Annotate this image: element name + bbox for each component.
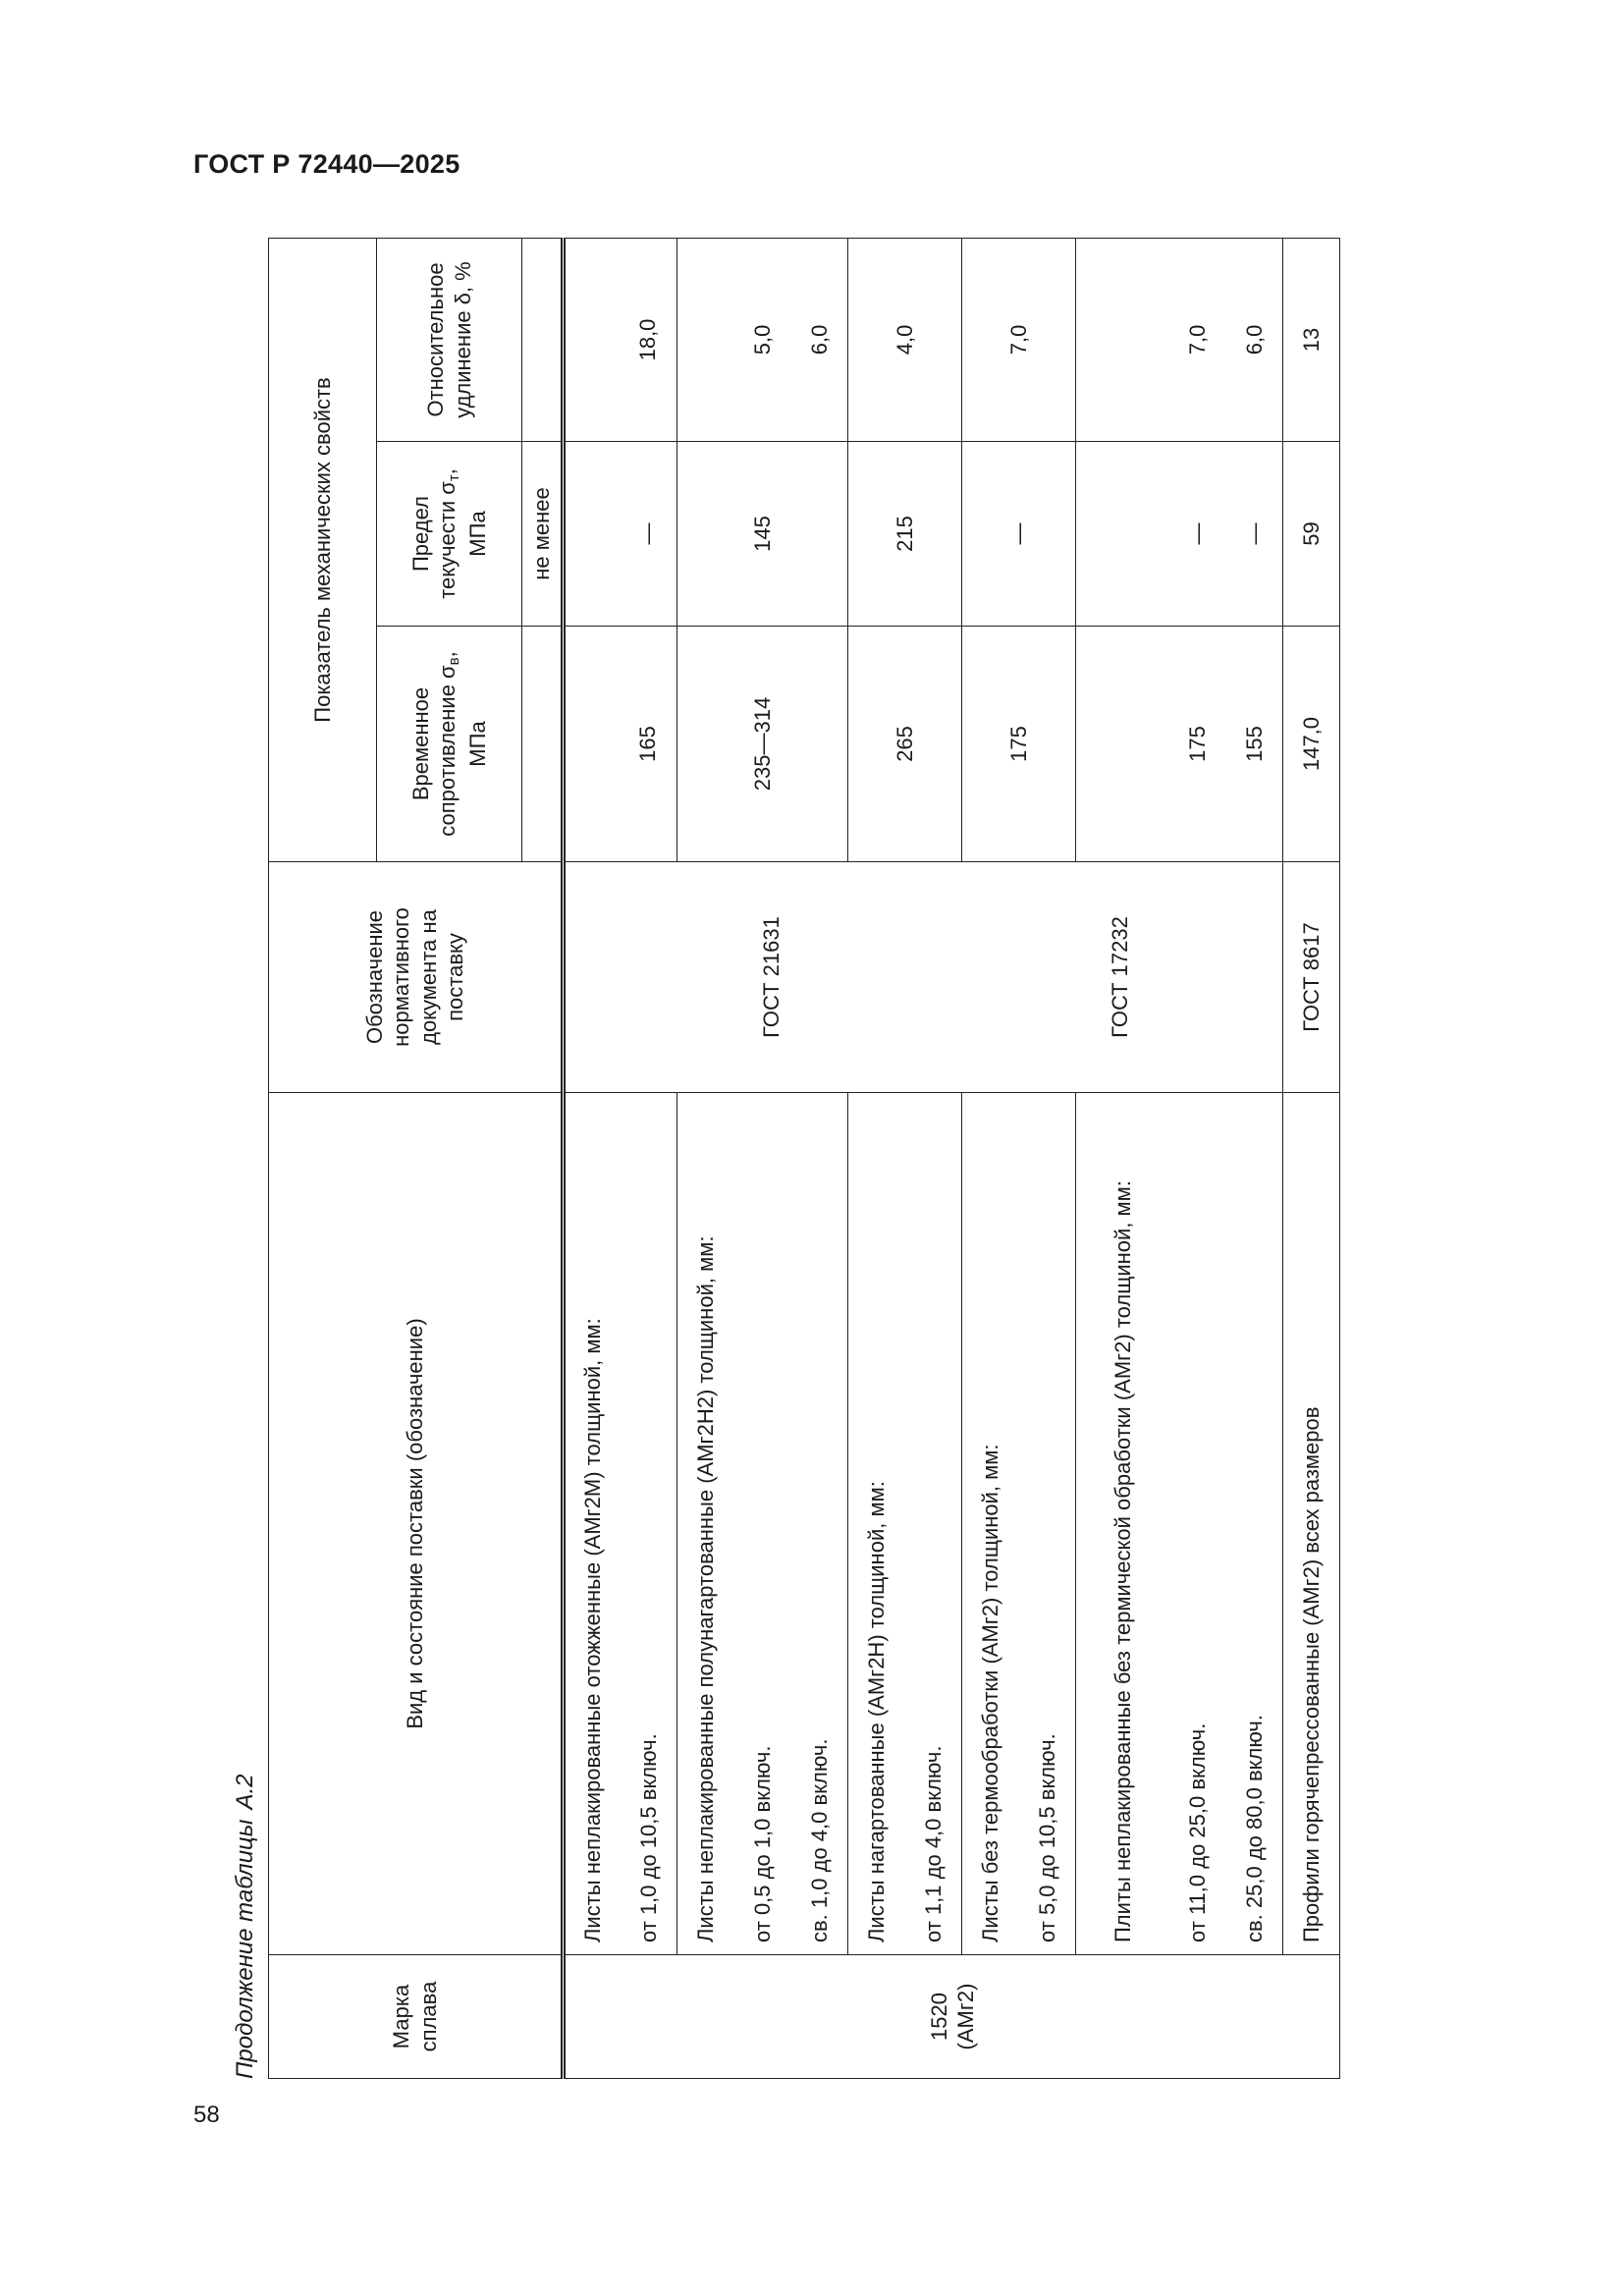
header-elongation: Относительное удлинение δ, % bbox=[377, 238, 522, 441]
elong-value: 6,0 bbox=[791, 238, 848, 441]
product-cell: от 0,5 до 1,0 включ. bbox=[734, 1093, 791, 1955]
product-cell: Листы неплакированные отожженные (АМг2М) толщиной, мм: bbox=[564, 1093, 621, 1955]
mechanical-properties-table bbox=[268, 238, 1340, 2079]
product-cell: Листы нагартованные (АМг2Н) толщиной, мм: bbox=[848, 1093, 905, 1955]
strength-value: 265 bbox=[848, 627, 962, 862]
strength-value: 175 bbox=[1169, 627, 1226, 862]
grade-cell: 1520 (АМг2) bbox=[564, 1955, 1340, 2079]
strength-value: 165 bbox=[564, 627, 677, 862]
header-strength: Временное сопротивление $\sigma_в$, МПа bbox=[377, 627, 522, 862]
header-grade: Марка сплава bbox=[269, 1955, 564, 2079]
caption-table-number: А.2 bbox=[232, 1774, 258, 1810]
elong-value: 6,0 bbox=[1226, 238, 1283, 441]
elong-value: 5,0 bbox=[734, 238, 791, 441]
page-number: 58 bbox=[193, 2102, 220, 2128]
table-row bbox=[564, 238, 621, 2078]
yield-value: — bbox=[1226, 442, 1283, 627]
header-strength-blank bbox=[522, 627, 564, 862]
yield-value: 59 bbox=[1283, 442, 1340, 627]
elong-value: 4,0 bbox=[848, 238, 962, 441]
yield-value: — bbox=[1169, 442, 1226, 627]
elong-value: 7,0 bbox=[1169, 238, 1226, 441]
rotated-table-block bbox=[232, 56, 1324, 2079]
doc-cell-21631-17232 bbox=[564, 862, 1283, 1093]
table-row bbox=[962, 238, 1019, 2078]
caption-prefix: Продолжение таблицы bbox=[232, 1819, 258, 2079]
elong-value bbox=[677, 238, 734, 441]
product-cell: от 1,1 до 4,0 включ. bbox=[905, 1093, 962, 1955]
strength-value: 175 bbox=[962, 627, 1076, 862]
product-cell: Листы без термообработки (АМг2) толщиной, мм: bbox=[962, 1093, 1019, 1955]
product-cell: от 11,0 до 25,0 включ. bbox=[1169, 1093, 1226, 1955]
standard-title: ГОСТ Р 72440—2025 bbox=[193, 149, 460, 179]
doc-gost-8617: ГОСТ 8617 bbox=[1283, 862, 1340, 1093]
table-row bbox=[677, 238, 734, 2078]
header-elong-blank bbox=[522, 238, 564, 441]
header-yield: Предел текучести $\sigma_т$, МПа bbox=[377, 442, 522, 627]
header-mech-group: Показатель механических свойств bbox=[269, 238, 377, 861]
table-row bbox=[848, 238, 905, 2078]
elong-value bbox=[1076, 238, 1169, 441]
table-row bbox=[1076, 238, 1169, 2078]
elong-value: 18,0 bbox=[564, 238, 677, 441]
header-min-note: не менее bbox=[522, 442, 564, 627]
strength-value: 235—314 bbox=[677, 627, 848, 862]
strength-value bbox=[1076, 627, 1169, 862]
product-cell: Листы неплакированные полунагартованные (АМг2Н2) толщиной, мм: bbox=[677, 1093, 734, 1955]
table-row bbox=[1226, 238, 1283, 2078]
yield-value: — bbox=[564, 442, 677, 627]
strength-value: 155 bbox=[1226, 627, 1283, 862]
table-row bbox=[1169, 238, 1226, 2078]
yield-value bbox=[1076, 442, 1169, 627]
product-cell: св. 1,0 до 4,0 включ. bbox=[791, 1093, 848, 1955]
product-cell: Профили горячепрессованные (АМг2) всех размеров bbox=[1283, 1093, 1340, 1955]
product-cell: Плиты неплакированные без термической обработки (АМг2) толщиной, мм: bbox=[1076, 1093, 1169, 1955]
yield-value: 145 bbox=[677, 442, 848, 627]
table-caption bbox=[232, 1775, 259, 2079]
product-cell: от 1,0 до 10,5 включ. bbox=[621, 1093, 677, 1955]
doc-gost-17232: ГОСТ 17232 bbox=[1108, 916, 1133, 1038]
product-cell: св. 25,0 до 80,0 включ. bbox=[1226, 1093, 1283, 1955]
strength-value: 147,0 bbox=[1283, 627, 1340, 862]
yield-value: 215 bbox=[848, 442, 962, 627]
elong-value: 7,0 bbox=[962, 238, 1076, 441]
elong-value: 13 bbox=[1283, 238, 1340, 441]
table-row bbox=[1283, 238, 1340, 2078]
product-cell: от 5,0 до 10,5 включ. bbox=[1019, 1093, 1076, 1955]
doc-gost-21631: ГОСТ 21631 bbox=[759, 916, 784, 1038]
yield-value: — bbox=[962, 442, 1076, 627]
header-product: Вид и состояние поставки (обозначение) bbox=[269, 1093, 564, 1955]
header-doc: Обозначение нормативного документа на поставку bbox=[269, 862, 564, 1093]
